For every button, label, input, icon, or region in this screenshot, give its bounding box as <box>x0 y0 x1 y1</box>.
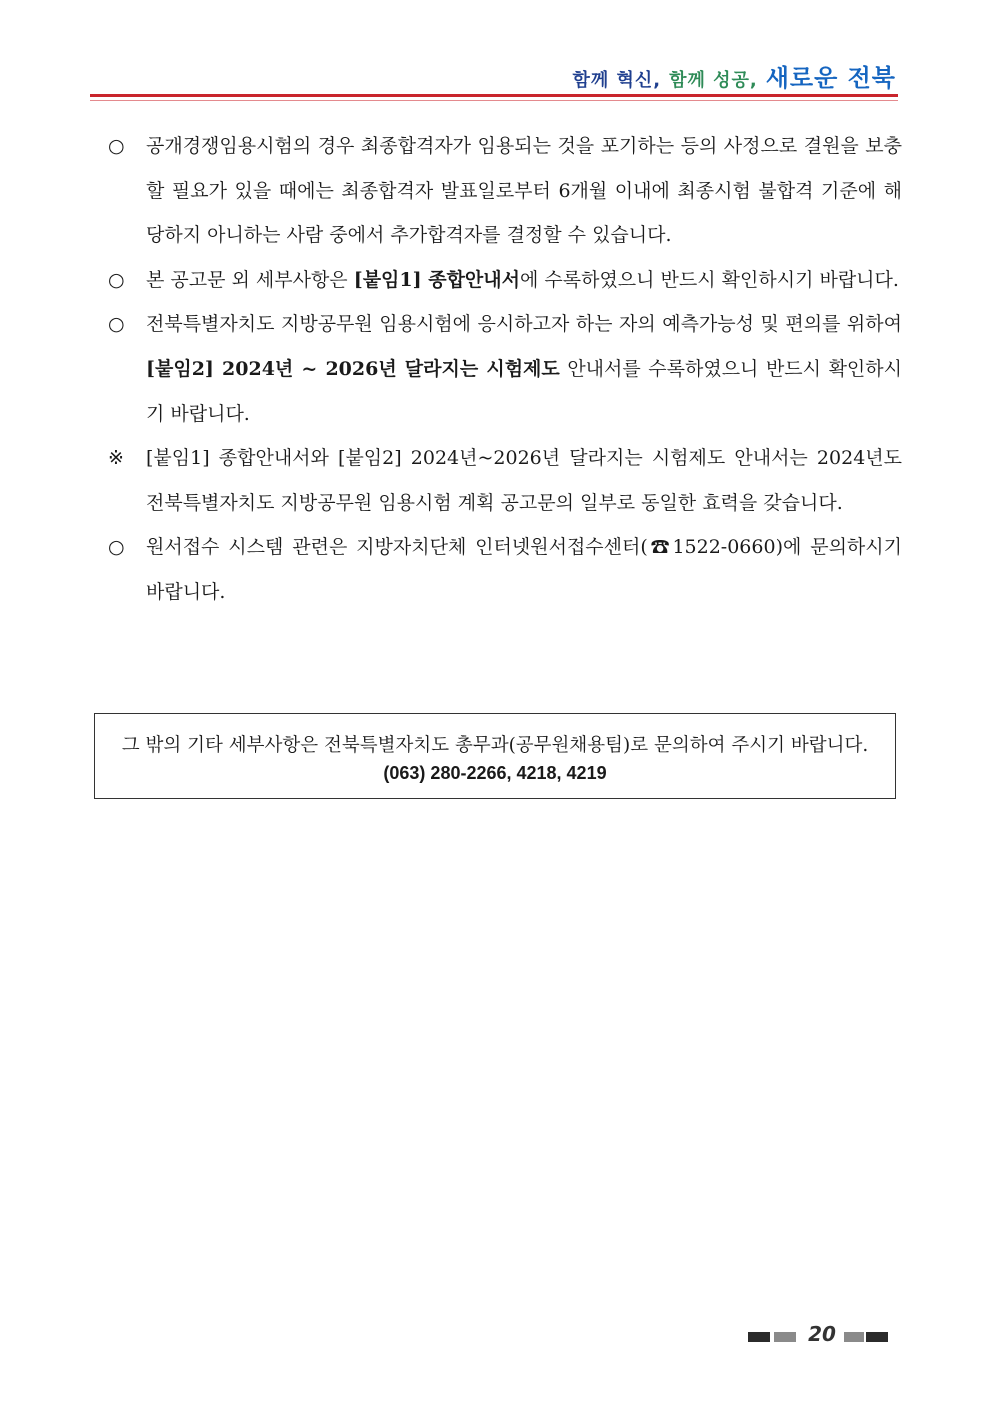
bullet-circle: ○ <box>108 268 125 291</box>
header-slogan <box>572 58 896 93</box>
emphasis-text: [붙임1] 종합안내서 <box>353 268 520 291</box>
contact-description: 그 밖의 기타 세부사항은 전북특별자치도 총무과(공무원채용팀)로 문의하여 주시기 바랍니다. <box>121 735 869 756</box>
notice-text: 공개경쟁임용시험의 경우 최종합격자가 임용되는 것을 포기하는 등의 사정으로 결원을 보충할 필요가 있을 때에는 최종합격자 발표일로부터 6개월 이내에 최종시험 불합격 기준에 해당하지 아니하는 사람 중에서 추가합격자를 결정할 수 있습니다. <box>146 135 902 247</box>
footer-bar-dark <box>748 1332 770 1342</box>
page-footer <box>748 1322 888 1352</box>
footer-bar-dark <box>866 1332 888 1342</box>
notice-item <box>108 436 902 525</box>
notice-text: [붙임1] 종합안내서와 [붙임2] 2024년~2026년 달라지는 시험제도 안내서는 2024년도 전북특별자치도 지방공무원 임용시험 계획 공고문의 일부로 동일한 효력을 갖습니다. <box>146 447 902 514</box>
footer-bar-light <box>844 1332 864 1342</box>
notice-text: 본 공고문 외 세부사항은 <box>146 268 354 291</box>
bullet-circle: ○ <box>108 536 125 559</box>
reference-mark: ※ <box>108 447 124 470</box>
notice-body <box>108 124 902 615</box>
bullet-circle: ○ <box>108 313 125 336</box>
page-number: 20 <box>808 1322 836 1346</box>
contact-box <box>94 713 896 799</box>
notice-item <box>108 124 902 258</box>
footer-bar-light <box>774 1332 796 1342</box>
slogan-part-1: 함께 혁신, <box>572 70 662 91</box>
notice-item <box>108 525 902 614</box>
header-rule-thin <box>90 100 898 101</box>
slogan-part-2: 함께 성공, <box>669 70 758 91</box>
notice-item <box>108 258 902 303</box>
notice-text: 에 수록하였으니 반드시 확인하시기 바랍니다. <box>520 268 899 291</box>
slogan-part-3: 새로운 전북 <box>765 64 896 92</box>
notice-text: 원서접수 시스템 관련은 지방자치단체 인터넷원서접수센터(☎1522-0660)에 문의하시기 바랍니다. <box>146 536 902 603</box>
notice-text: 전북특별자치도 지방공무원 임용시험에 응시하고자 하는 자의 예측가능성 및 편의를 위하여 <box>146 313 902 336</box>
notice-text: 안내서를 수록하였으니 반드시 확인하시기 바랍니다. <box>146 357 902 425</box>
emphasis-text: [붙임2] 2024년 ~ 2026년 달라지는 시험제도 <box>146 357 560 380</box>
bullet-circle: ○ <box>108 135 125 157</box>
header-rule <box>90 94 898 97</box>
notice-item <box>108 302 902 436</box>
contact-phone-numbers: (063) 280-2266, 4218, 4219 <box>383 763 607 783</box>
